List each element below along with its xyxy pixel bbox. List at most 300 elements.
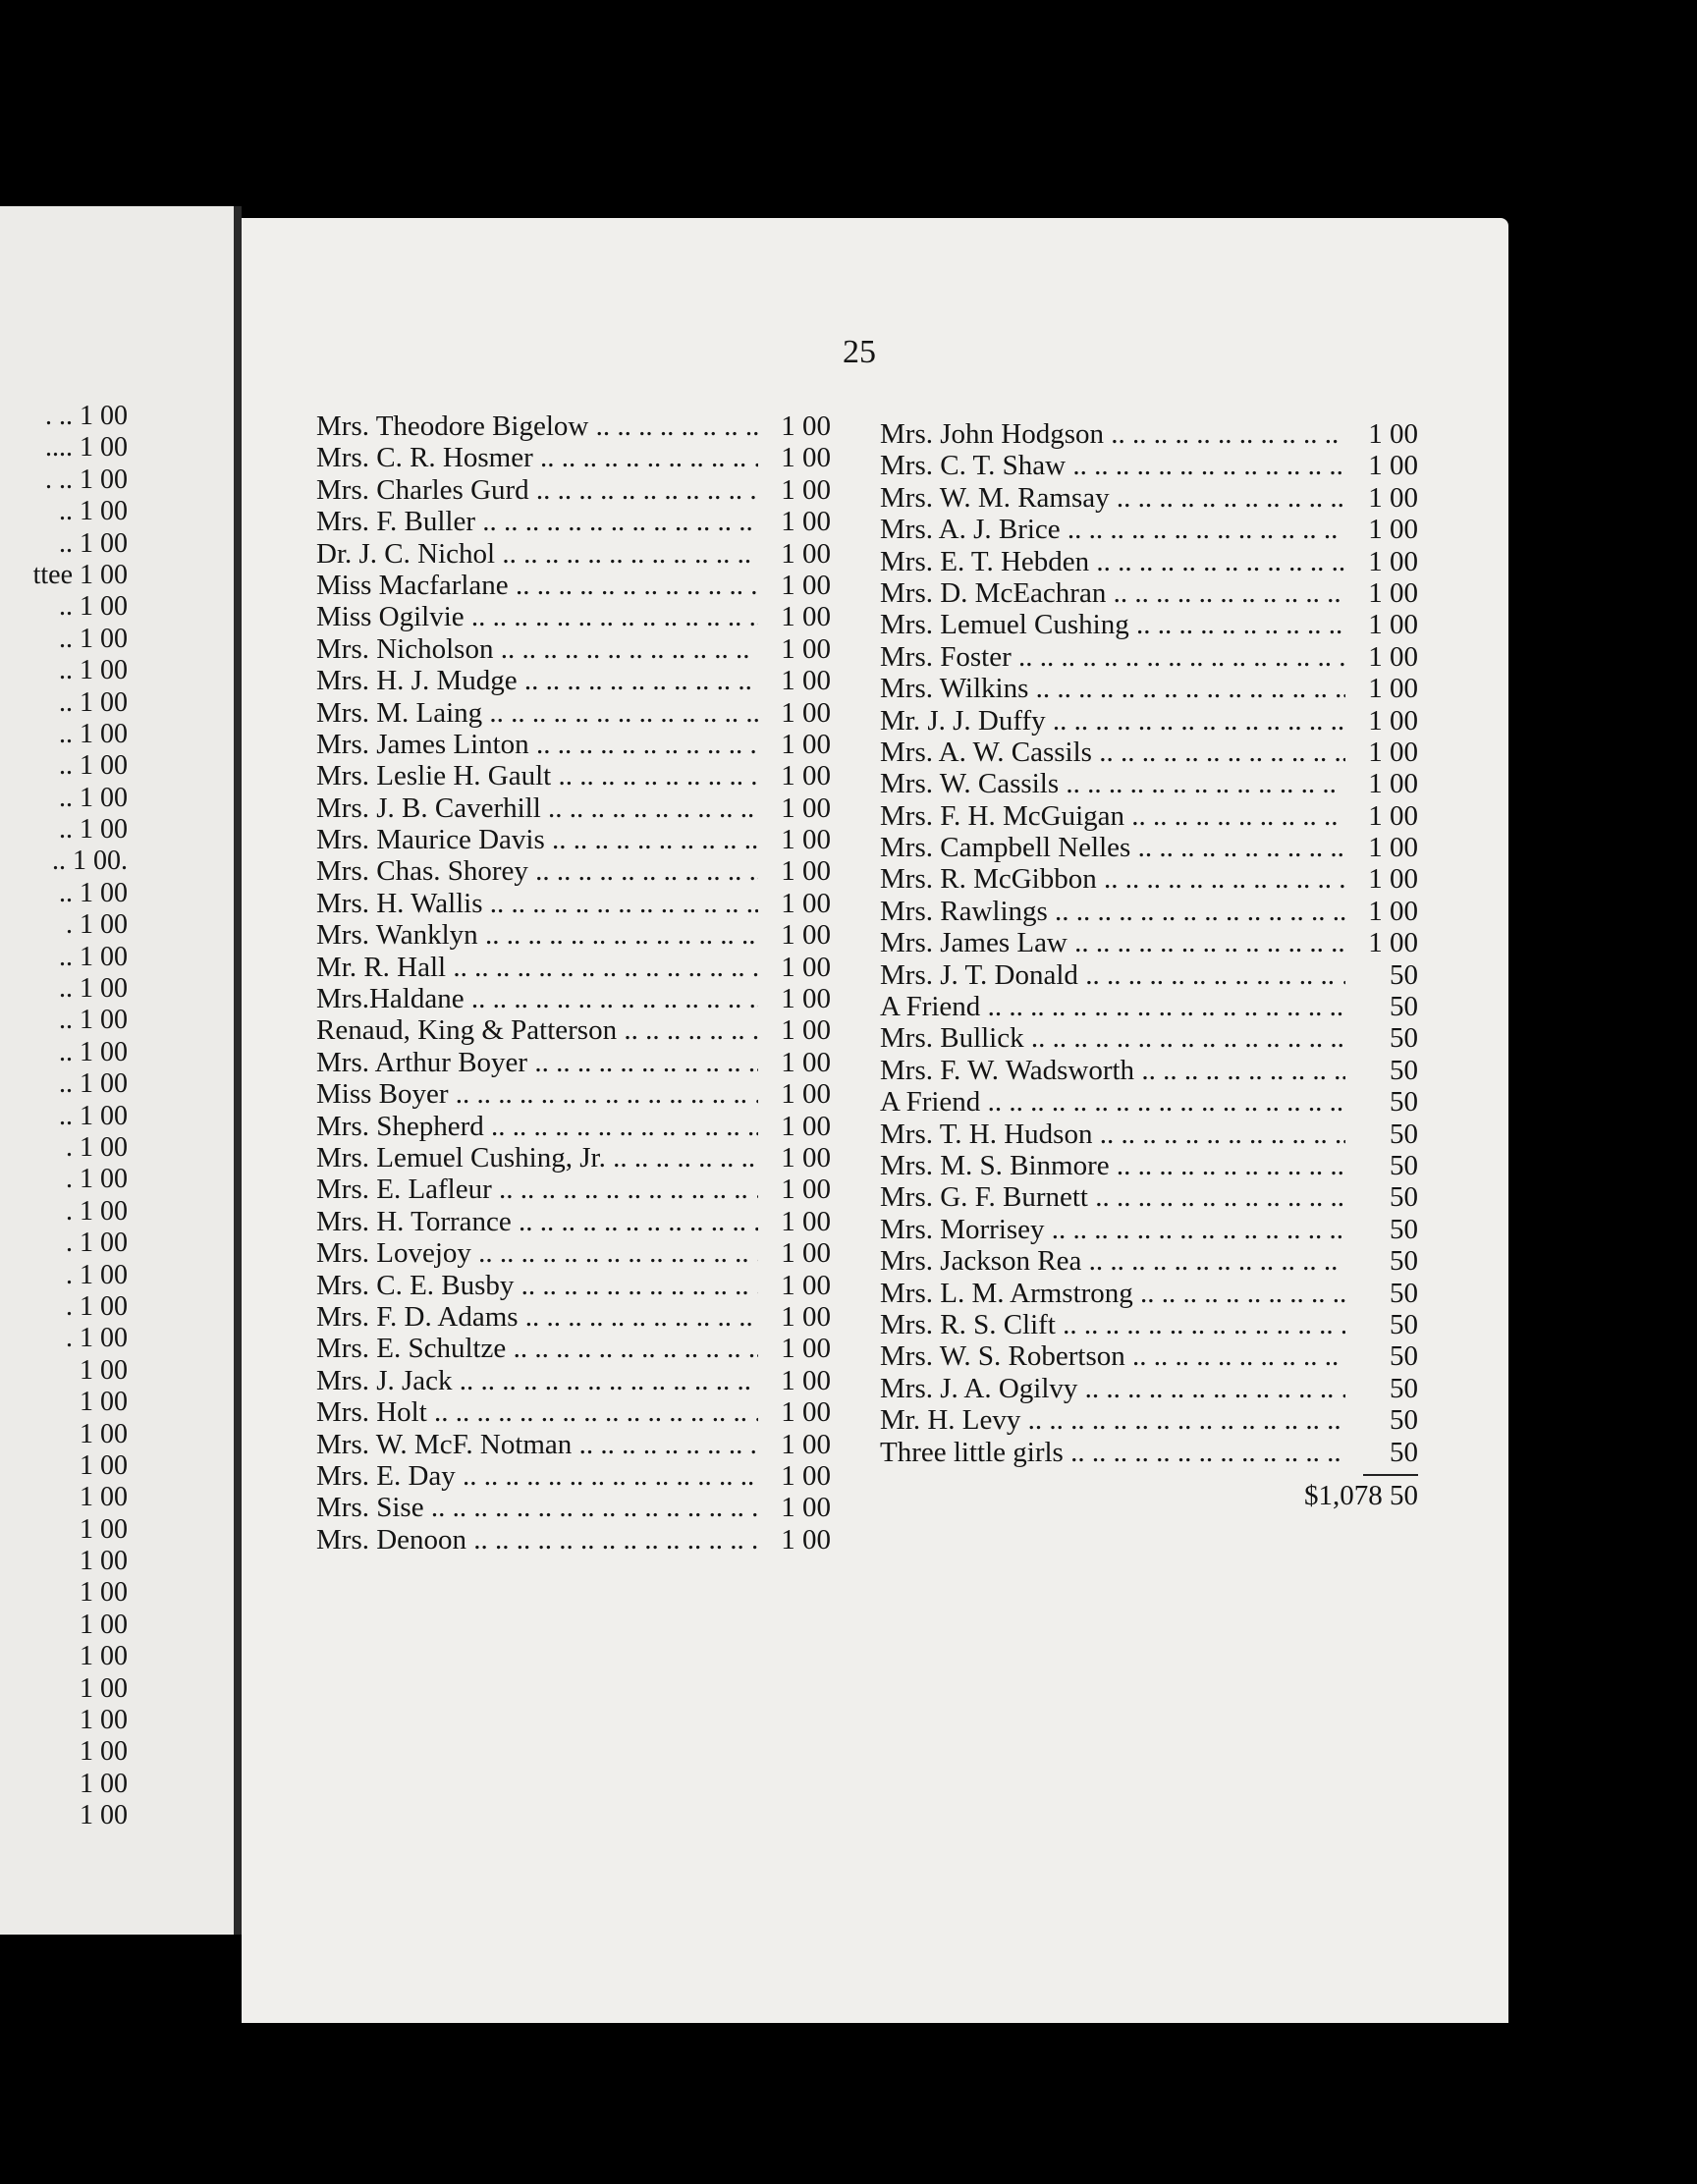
subscriber-row <box>316 474 831 506</box>
subscription-amount: 50 <box>1390 1086 1418 1119</box>
subscriber-name: Mrs. J. Jack .. .. <box>316 1365 758 1396</box>
fragment-text: . .. <box>45 401 80 431</box>
subscriber-row <box>880 450 1418 481</box>
subscriber-row <box>316 760 831 792</box>
fragment-text: .. <box>59 527 73 559</box>
fragment-row <box>0 496 128 527</box>
subscription-amount: 50 <box>1390 1054 1418 1086</box>
fragment-amount: 1 00 <box>80 464 128 495</box>
fragment-amount: 1 00 <box>80 1005 128 1036</box>
subscription-amount: 1 00 <box>781 1492 831 1524</box>
subscription-amount: 1 00 <box>1368 704 1418 737</box>
subscription-amount: 1 00 <box>1368 418 1418 450</box>
subscriber-row <box>316 538 831 570</box>
subscriber-row <box>880 609 1418 640</box>
subscriber-name: A Friend .. .. <box>880 991 1345 1022</box>
fragment-row <box>0 1800 128 1831</box>
fragment-row <box>0 528 128 560</box>
fragment-row <box>0 846 128 877</box>
subscriber-name: Mrs. C. T. Shaw .. .. <box>880 450 1345 481</box>
fragment-row <box>0 560 128 591</box>
subscriber-row <box>316 1333 831 1364</box>
subscriber-row <box>316 983 831 1014</box>
subscriber-name: Mrs. Theodore Bigelow .. .. <box>316 410 758 442</box>
fragment-row <box>0 942 128 973</box>
subscription-amount: 1 00 <box>781 1364 831 1396</box>
subscriber-name: Mrs. J. T. Donald .. .. <box>880 959 1345 991</box>
subscriber-name: Mrs. C. E. Busby .. .. <box>316 1270 758 1301</box>
subscriber-row <box>316 1396 831 1428</box>
subscriber-row <box>880 673 1418 704</box>
fragment-amount: 1 00 <box>80 1577 128 1609</box>
subscriber-row <box>316 1014 831 1046</box>
fragment-amount: 1 00 <box>80 623 128 654</box>
subscription-amount: 50 <box>1390 958 1418 991</box>
fragment-text: . <box>66 1164 73 1195</box>
subscriber-name: Mrs. T. H. Hudson .. .. <box>880 1119 1345 1150</box>
subscription-amount: 1 00 <box>1368 832 1418 864</box>
subscriber-row <box>880 800 1418 832</box>
subscription-amount: 1 00 <box>1368 736 1418 768</box>
subscriber-name: Miss Macfarlane .. .. <box>316 570 758 601</box>
subscriber-row <box>880 1055 1418 1086</box>
subscriber-name: Mrs. R. S. Clift .. .. <box>880 1309 1345 1340</box>
subscription-amount: 1 00 <box>781 1333 831 1365</box>
subscriber-name: Mrs. G. F. Burnett .. .. <box>880 1181 1345 1213</box>
subscription-amount: 1 00 <box>781 1300 831 1333</box>
subscription-amount: 1 00 <box>781 887 831 919</box>
subscription-amount: 1 00 <box>781 760 831 792</box>
subscriber-row <box>880 546 1418 577</box>
subscriber-row <box>880 1404 1418 1436</box>
subscriber-name: Mrs. Sise .. .. <box>316 1492 758 1523</box>
fragment-row <box>0 973 128 1005</box>
subscriber-name: Mrs. Leslie H. Gault .. .. <box>316 760 758 792</box>
subscriber-name: Mrs. John Hodgson .. .. <box>880 418 1345 450</box>
subscriber-name: Mrs. Jackson Rea .. .. <box>880 1245 1345 1277</box>
left-page-fragment <box>0 206 234 1935</box>
fragment-amount: 1 00 <box>80 1131 128 1163</box>
fragment-row <box>0 1291 128 1323</box>
subscriber-name: Mrs. J. A. Ogilvy .. .. <box>880 1373 1345 1404</box>
subscriber-row <box>880 1340 1418 1372</box>
page-number: 25 <box>843 334 876 370</box>
fragment-amount: 1 00 <box>80 718 128 749</box>
subscriber-name: Mrs.Haldane .. .. <box>316 983 758 1014</box>
subscription-amount: 1 00 <box>1368 481 1418 514</box>
subscription-amount: 50 <box>1390 1308 1418 1340</box>
fragment-row <box>0 687 128 719</box>
subscriber-row <box>316 919 831 951</box>
subscription-amount: 1 00 <box>781 601 831 633</box>
fragment-amount: 1 00 <box>80 1705 128 1736</box>
fragment-amount: 1 00. <box>73 846 128 877</box>
subscriber-row <box>880 959 1418 991</box>
subscriber-name: Mrs. Wilkins .. .. <box>880 673 1345 704</box>
subscription-amount: 1 00 <box>781 824 831 856</box>
fragment-amount: 1 00 <box>80 750 128 782</box>
fragment-row <box>0 1736 128 1768</box>
fragment-amount: 1 00 <box>80 1228 128 1259</box>
fragment-amount: 1 00 <box>80 1482 128 1513</box>
fragment-amount: 1 00 <box>80 1323 128 1354</box>
fragment-text: .. <box>59 1005 73 1036</box>
fragment-row <box>0 1260 128 1291</box>
subscriber-name: Mrs. Foster .. .. <box>880 641 1345 673</box>
fragment-text: ttee <box>32 559 73 590</box>
fragment-row <box>0 1514 128 1546</box>
subscriber-row <box>316 410 831 442</box>
fragment-text: .. <box>59 496 73 527</box>
subscriber-name: Mrs. Charles Gurd .. .. <box>316 474 758 506</box>
subscriber-row <box>880 482 1418 514</box>
subscriber-row <box>880 768 1418 799</box>
fragment-amount: 1 00 <box>80 1100 128 1131</box>
fragment-row <box>0 1450 128 1482</box>
subscription-amount: 1 00 <box>781 792 831 824</box>
subscription-amount: 50 <box>1390 1277 1418 1309</box>
fragment-text: .. <box>59 877 73 908</box>
fragment-text: . .. <box>45 464 73 495</box>
subscription-amount: 1 00 <box>781 728 831 760</box>
subscriber-name: Mrs. Maurice Davis .. .. <box>316 824 758 855</box>
subscriber-row <box>880 832 1418 863</box>
subscription-amount: 1 00 <box>1368 609 1418 641</box>
subscriber-name: Mrs. E. Lafleur .. .. <box>316 1174 758 1205</box>
subscriber-row <box>316 1301 831 1333</box>
subscriber-row <box>316 601 831 632</box>
fragment-text: . <box>66 1228 73 1259</box>
subscriber-row <box>880 1437 1418 1468</box>
subscriber-rows <box>880 418 1418 1468</box>
subscriber-name: Mr. J. J. Duffy .. .. <box>880 705 1345 737</box>
subscriber-row <box>316 570 831 601</box>
subscription-amount: 1 00 <box>781 473 831 506</box>
fragment-text: .. <box>59 973 73 1005</box>
subscriber-name: Mrs. Nicholson .. .. <box>316 633 758 665</box>
fragment-text: .. <box>59 1100 73 1131</box>
fragment-row <box>0 464 128 496</box>
subscriber-name: Mrs. M. Laing .. .. <box>316 697 758 729</box>
subscriber-name: Mr. R. Hall .. .. <box>316 952 758 983</box>
subscription-amount: 1 00 <box>781 632 831 665</box>
subscriber-name: Dr. J. C. Nichol .. .. <box>316 538 758 570</box>
subscriber-row <box>880 705 1418 737</box>
subscriber-name: Mrs. A. J. Brice .. .. <box>880 514 1345 545</box>
subscription-amount: 1 00 <box>781 537 831 570</box>
fragment-amount: 1 00 <box>80 1354 128 1386</box>
subscriber-row <box>316 1429 831 1460</box>
subscriber-row <box>880 641 1418 673</box>
fragment-row <box>0 1641 128 1672</box>
fragment-text: .. <box>59 655 73 686</box>
subscriber-row <box>316 665 831 696</box>
subscriber-row <box>880 863 1418 895</box>
subscriber-row <box>880 1309 1418 1340</box>
subscriber-row <box>880 991 1418 1022</box>
subscriber-row <box>316 442 831 473</box>
subscriber-name: Mrs. Holt .. .. <box>316 1396 758 1428</box>
subscriber-name: Mrs. F. D. Adams .. .. <box>316 1301 758 1333</box>
subscriber-row <box>316 1270 831 1301</box>
subscription-amount: 1 00 <box>781 1396 831 1429</box>
fragment-amount: 1 00 <box>80 591 128 623</box>
fragment-row <box>0 1037 128 1068</box>
subscriber-row <box>316 633 831 665</box>
fragment-row <box>0 878 128 909</box>
subscriber-row <box>316 888 831 919</box>
subscriber-row <box>880 418 1418 450</box>
subscriber-row <box>316 1460 831 1492</box>
subscriber-name: Mrs. E. T. Hebden .. .. <box>880 546 1345 577</box>
subscriber-name: Miss Boyer .. .. <box>316 1078 758 1110</box>
subscription-amount: 50 <box>1390 1245 1418 1278</box>
fragment-row <box>0 432 128 464</box>
fragment-amount: 1 00 <box>80 1195 128 1227</box>
fragment-row <box>0 1068 128 1100</box>
subscription-amount: 50 <box>1390 1181 1418 1214</box>
fragment-amount: 1 00 <box>80 814 128 846</box>
fragment-amount: 1 00 <box>80 1290 128 1322</box>
subscriber-row <box>880 737 1418 768</box>
subscription-amount: 1 00 <box>781 696 831 729</box>
subscription-amount: 50 <box>1390 1340 1418 1373</box>
fragment-amount: 1 00 <box>80 1259 128 1290</box>
fragment-text: .. <box>59 686 73 718</box>
fragment-row <box>0 1546 128 1577</box>
subscriber-name: Mrs. Lemuel Cushing, Jr. .. .. <box>316 1142 758 1174</box>
subscriber-row <box>880 1150 1418 1181</box>
subscription-amount: 1 00 <box>781 951 831 983</box>
subscriber-row <box>880 1022 1418 1054</box>
subscription-amount: 50 <box>1390 1372 1418 1404</box>
subscription-amount: 50 <box>1390 1022 1418 1055</box>
subscription-amount: 1 00 <box>781 410 831 442</box>
subscriber-row <box>316 1174 831 1205</box>
subscriber-row <box>880 1245 1418 1277</box>
fragment-amount: 1 00 <box>80 909 128 941</box>
subscriber-row <box>316 1492 831 1523</box>
subscription-amount: 1 00 <box>781 1141 831 1174</box>
subscriber-name: Mrs. Wanklyn .. .. <box>316 919 758 951</box>
subscription-amount: 1 00 <box>781 442 831 474</box>
subscriber-name: Mrs. F. Buller .. .. <box>316 506 758 537</box>
fragment-text: .. <box>59 1036 73 1067</box>
subscriber-row <box>316 1365 831 1396</box>
subscription-amount: 1 00 <box>1368 545 1418 577</box>
fragment-row <box>0 1610 128 1641</box>
fragment-amount: 1 00 <box>80 1387 128 1418</box>
right-page <box>242 218 1508 2023</box>
fragment-amount: 1 00 <box>80 1736 128 1768</box>
subscriber-name: Mrs. James Law .. .. <box>880 927 1345 958</box>
subscriber-row <box>880 927 1418 958</box>
subscriber-name: Renaud, King & Patterson .. .. <box>316 1014 758 1046</box>
subscriber-row <box>880 1278 1418 1309</box>
subscription-amount: 50 <box>1390 1436 1418 1468</box>
fragment-row <box>0 591 128 623</box>
subscription-amount: 1 00 <box>781 1078 831 1111</box>
subscriber-name: Mrs. Denoon .. .. <box>316 1524 758 1556</box>
fragment-amount: 1 00 <box>80 496 128 527</box>
subscription-amount: 1 00 <box>781 1459 831 1492</box>
subscriber-name: Mrs. H. J. Mudge .. .. <box>316 665 758 696</box>
subscription-amount: 1 00 <box>781 1046 831 1078</box>
fragment-amount: 1 00 <box>80 1164 128 1195</box>
subscriber-row <box>880 514 1418 545</box>
subscriber-name: Mrs. D. McEachran .. .. <box>880 577 1345 609</box>
subscriber-name: Mrs. W. McF. Notman .. .. <box>316 1429 758 1460</box>
fragment-amount: 1 00 <box>80 655 128 686</box>
subscriber-row <box>316 824 831 855</box>
subscriber-row <box>880 1086 1418 1118</box>
fragment-text: .. <box>59 941 73 972</box>
subscriber-name: Mrs. Bullick .. .. <box>880 1022 1345 1054</box>
fragment-text: . <box>66 909 73 941</box>
subscriber-row <box>880 1119 1418 1150</box>
subscription-amount: 1 00 <box>781 569 831 601</box>
fragment-row <box>0 1005 128 1036</box>
subscription-amount: 50 <box>1390 1149 1418 1181</box>
subscription-amount: 1 00 <box>781 919 831 952</box>
fragment-row <box>0 1323 128 1354</box>
subscription-amount: 50 <box>1390 1118 1418 1150</box>
fragment-amount: 1 00 <box>80 1672 128 1704</box>
subscription-amount: 1 00 <box>1368 450 1418 482</box>
subscriber-name: Miss Ogilvie .. .. <box>316 601 758 632</box>
subscriber-row <box>316 697 831 729</box>
fragment-amount: 1 00 <box>80 686 128 718</box>
subscription-amount: 1 00 <box>781 855 831 888</box>
subscription-amount: 1 00 <box>781 1269 831 1301</box>
subscriber-row <box>880 577 1418 609</box>
subscription-amount: 1 00 <box>781 1428 831 1460</box>
subscriber-name: Mrs. W. M. Ramsay .. .. <box>880 482 1345 514</box>
fragment-amount: 1 00 <box>80 941 128 972</box>
subscription-amount: 50 <box>1390 1213 1418 1245</box>
subscriber-row <box>880 1181 1418 1213</box>
subscriber-name: Mrs. Arthur Boyer .. .. <box>316 1047 758 1078</box>
fragment-row <box>0 624 128 655</box>
subscription-amount: 1 00 <box>1368 768 1418 800</box>
fragment-text: .. <box>59 591 73 623</box>
subscription-amount: 1 00 <box>781 1014 831 1047</box>
fragment-row <box>0 909 128 941</box>
fragment-amount: 1 00 <box>80 1449 128 1481</box>
fragment-row <box>0 1419 128 1450</box>
fragment-amount: 1 00 <box>80 1609 128 1640</box>
subscriber-name: Mrs. J. B. Caverhill .. .. <box>316 792 758 824</box>
subscriber-name: Mrs. E. Day .. .. <box>316 1460 758 1492</box>
subscriber-name: Mrs. E. Schultze .. .. <box>316 1333 758 1364</box>
subscriber-row <box>316 1142 831 1174</box>
subscriber-row <box>316 1047 831 1078</box>
fragment-row <box>0 1577 128 1609</box>
subscriber-column-left <box>316 410 831 1556</box>
subscriber-name: Mrs. H. Wallis .. .. <box>316 888 758 919</box>
subscriber-name: Mrs. M. S. Binmore .. .. <box>880 1150 1345 1181</box>
fragment-text: . <box>66 1195 73 1227</box>
total-amount: $1,078 50 <box>1304 1479 1418 1511</box>
subscription-amount: 1 00 <box>781 1110 831 1142</box>
subscriber-row <box>316 506 831 537</box>
fragment-amount: 1 00 <box>80 527 128 559</box>
subscriber-row <box>316 1206 831 1237</box>
subscriber-name: Mrs. Chas. Shorey .. .. <box>316 855 758 887</box>
subscription-amount: 1 00 <box>1368 514 1418 546</box>
subscriber-column-right <box>880 418 1418 1515</box>
subscriber-row <box>316 792 831 824</box>
fragment-row <box>0 655 128 686</box>
fragment-amount: 1 00 <box>80 973 128 1005</box>
subscriber-name: Mrs. F. W. Wadsworth .. .. <box>880 1055 1345 1086</box>
fragment-text: .. <box>59 750 73 782</box>
fragment-text: . <box>66 1290 73 1322</box>
subscriber-name: Three little girls .. .. <box>880 1437 1345 1468</box>
fragment-row <box>0 1387 128 1418</box>
fragment-row <box>0 1673 128 1705</box>
fragment-text: .. <box>52 846 66 877</box>
subscriber-row <box>316 1111 831 1142</box>
subscription-amount: 1 00 <box>1368 799 1418 832</box>
fragment-row <box>0 750 128 782</box>
subscriber-name: Mrs. W. S. Robertson .. .. <box>880 1340 1345 1372</box>
fragment-text: .. <box>59 623 73 654</box>
subscription-amount: 50 <box>1390 991 1418 1023</box>
fragment-amount: 1 00 <box>80 1546 128 1577</box>
fragment-amount: 1 00 <box>80 401 128 431</box>
subscription-amount: 1 00 <box>1368 895 1418 927</box>
subscriber-name: Mrs. Shepherd .. .. <box>316 1111 758 1142</box>
left-amount-column <box>0 401 128 1832</box>
fragment-row <box>0 1482 128 1513</box>
fragment-text: .. <box>59 718 73 749</box>
subscriber-name: Mrs. Morrisey .. .. <box>880 1214 1345 1245</box>
fragment-amount: 1 00 <box>80 1800 128 1831</box>
subscription-amount: 50 <box>1390 1404 1418 1437</box>
subscriber-name: Mrs. A. W. Cassils .. .. <box>880 737 1345 768</box>
subscriber-name: Mrs. C. R. Hosmer .. .. <box>316 442 758 473</box>
fragment-amount: 1 00 <box>80 1513 128 1545</box>
fragment-row <box>0 1228 128 1259</box>
fragment-row <box>0 783 128 814</box>
subscriber-name: Mrs. H. Torrance .. .. <box>316 1206 758 1237</box>
subscriber-row <box>880 1373 1418 1404</box>
subscriber-row <box>316 729 831 760</box>
subscriber-name: Mrs. Lemuel Cushing .. .. <box>880 609 1345 640</box>
subscription-amount: 1 00 <box>1368 576 1418 609</box>
subscription-amount: 1 00 <box>1368 863 1418 896</box>
subscription-amount: 1 00 <box>781 665 831 697</box>
subscription-amount: 1 00 <box>781 983 831 1015</box>
fragment-text: .. <box>59 782 73 813</box>
subscriber-name: Mrs. R. McGibbon .. .. <box>880 863 1345 895</box>
subscriber-row <box>880 896 1418 927</box>
fragment-text: .. <box>59 1068 73 1100</box>
fragment-row <box>0 1101 128 1132</box>
subscription-amount: 1 00 <box>781 1237 831 1270</box>
subscription-amount: 1 00 <box>781 506 831 538</box>
fragment-amount: 1 00 <box>80 877 128 908</box>
fragment-amount: 1 00 <box>80 782 128 813</box>
subscriber-name: Mrs. F. H. McGuigan .. .. <box>880 800 1345 832</box>
subscriber-row <box>316 1524 831 1556</box>
subscriber-name: Mrs. L. M. Armstrong .. .. <box>880 1278 1345 1309</box>
fragment-row <box>0 1132 128 1164</box>
subscription-amount: 1 00 <box>781 1523 831 1556</box>
subscription-amount: 1 00 <box>1368 673 1418 705</box>
subscriber-name: Mrs. James Linton .. .. <box>316 729 758 760</box>
